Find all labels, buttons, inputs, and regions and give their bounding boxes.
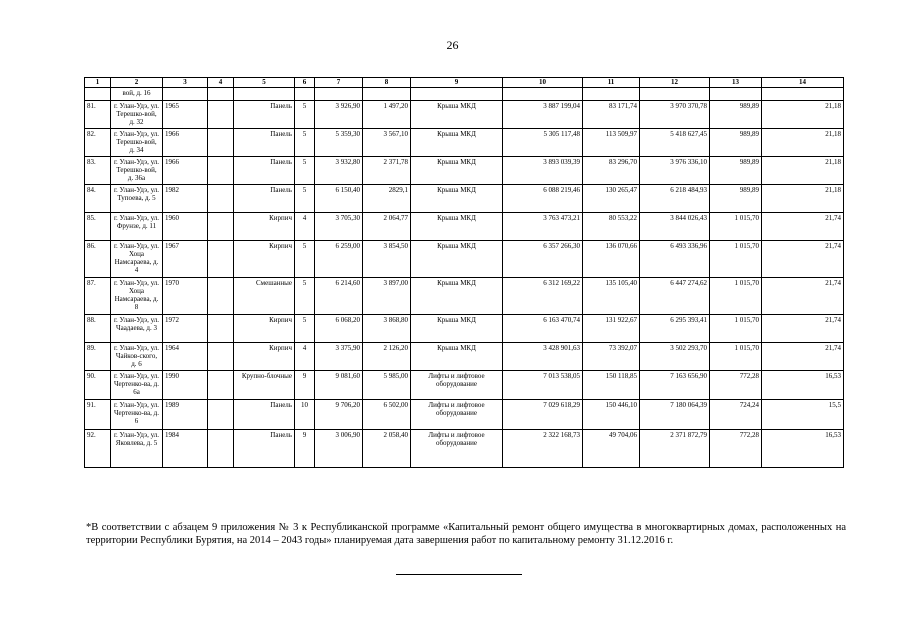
cell-floors: 5 [295, 129, 315, 157]
cell-c14: 21,74 [762, 315, 844, 343]
cell-year: 1966 [163, 157, 208, 185]
cell-addr: г. Улан-Удэ, ул. Чертенко-ва, д. 6а [111, 371, 163, 400]
col-header: 4 [208, 78, 234, 88]
table-row [85, 315, 844, 343]
cell-c7: 9 081,60 [315, 371, 363, 400]
col-header: 5 [234, 78, 295, 88]
cell-floors: 9 [295, 371, 315, 400]
cell-c11: 150 118,85 [583, 371, 640, 400]
cell-n: 86. [85, 241, 111, 278]
cell-c13: 724,24 [710, 400, 762, 430]
cell-c11: 131 922,67 [583, 315, 640, 343]
table-row [85, 278, 844, 315]
cell-n: 90. [85, 371, 111, 400]
table-body [85, 88, 844, 468]
table-row [85, 343, 844, 371]
cell-c12: 5 418 627,45 [640, 129, 710, 157]
cell-addr: г. Улан-Удэ, ул. Чаадаева, д. 3 [111, 315, 163, 343]
cell-c8: 3 868,80 [363, 315, 411, 343]
cell-c7: 6 068,20 [315, 315, 363, 343]
cell-c12: 3 502 293,70 [640, 343, 710, 371]
col-header: 7 [315, 78, 363, 88]
cell-n: 81. [85, 101, 111, 129]
cell-c10: 3 887 199,04 [503, 101, 583, 129]
cell-floors: 5 [295, 101, 315, 129]
cell-c8: 2 126,20 [363, 343, 411, 371]
cell-c13: 989,89 [710, 129, 762, 157]
cell-c13: 989,89 [710, 157, 762, 185]
cell-addr: г. Улан-Удэ, ул. Тупоева, д. 5 [111, 185, 163, 213]
footnote-rule [396, 574, 522, 575]
table-row [85, 400, 844, 430]
cell-c12: 3 976 336,10 [640, 157, 710, 185]
cell-c7: 6 214,60 [315, 278, 363, 315]
cell-material: Панель [234, 129, 295, 157]
cell-year: 1972 [163, 315, 208, 343]
cell-n: 83. [85, 157, 111, 185]
cell-c11: 150 446,10 [583, 400, 640, 430]
table-row [85, 185, 844, 213]
cell-floors: 5 [295, 241, 315, 278]
cell-work: Крыша МКД [411, 241, 503, 278]
cell-c4 [208, 213, 234, 241]
cell-year: 1984 [163, 430, 208, 468]
cell-material: Кирпич [234, 213, 295, 241]
cell-work: Крыша МКД [411, 157, 503, 185]
col-header: 10 [503, 78, 583, 88]
cell-c13: 989,89 [710, 101, 762, 129]
cell-c11: 49 704,06 [583, 430, 640, 468]
cell-c13: 772,28 [710, 430, 762, 468]
cell-c8: 3 897,00 [363, 278, 411, 315]
cell-c13: 1 015,70 [710, 241, 762, 278]
cell-material: Панель [234, 430, 295, 468]
cell-c10: 6 163 470,74 [503, 315, 583, 343]
cell-material: Кирпич [234, 343, 295, 371]
page-number: 26 [446, 38, 459, 52]
continuation-cell: вой, д. 16 [111, 88, 163, 101]
cell-work: Крыша МКД [411, 213, 503, 241]
cell-c12: 6 447 274,62 [640, 278, 710, 315]
cell-year: 1964 [163, 343, 208, 371]
cell-c10: 7 029 618,29 [503, 400, 583, 430]
cell-c7: 3 926,90 [315, 101, 363, 129]
cell-c11: 136 070,66 [583, 241, 640, 278]
cell-c8: 1 497,20 [363, 101, 411, 129]
cell-c4 [208, 278, 234, 315]
cell-c12: 3 970 370,78 [640, 101, 710, 129]
cell-c14: 21,74 [762, 343, 844, 371]
cell-c13: 1 015,70 [710, 278, 762, 315]
cell-year: 1970 [163, 278, 208, 315]
cell-material: Кирпич [234, 241, 295, 278]
cell-c10: 7 013 538,05 [503, 371, 583, 400]
cell-material: Крупно-блочные [234, 371, 295, 400]
cell-c10: 5 305 117,48 [503, 129, 583, 157]
cell-c4 [208, 157, 234, 185]
cell-c13: 1 015,70 [710, 213, 762, 241]
cell-addr: г. Улан-Удэ, ул. Чайков-ского, д. 6 [111, 343, 163, 371]
cell-c14: 21,18 [762, 101, 844, 129]
cell-c14: 21,74 [762, 241, 844, 278]
cell-material: Панель [234, 185, 295, 213]
cell-c12: 7 163 656,90 [640, 371, 710, 400]
cell-material: Смешанные [234, 278, 295, 315]
header-row [85, 78, 844, 88]
cell-work: Крыша МКД [411, 343, 503, 371]
cell-n: 82. [85, 129, 111, 157]
cell-year: 1982 [163, 185, 208, 213]
cell-c11: 83 171,74 [583, 101, 640, 129]
footnote: *В соответствии с абзацем 9 приложения № 3 к Республиканской программе «Капитальный ремонт общего имущества в многоквартирных домах, расположенных на территории Республики Бурятия, на 2014 – 2043 годы» планируемая дата завершения работ по капитальному ремонту 31.12.2016 г. [86, 522, 846, 546]
cell-work: Крыша МКД [411, 278, 503, 315]
cell-material: Панель [234, 400, 295, 430]
cell-c4 [208, 101, 234, 129]
cell-c14: 21,18 [762, 129, 844, 157]
table-row [85, 241, 844, 278]
cell-c11: 80 553,22 [583, 213, 640, 241]
cell-c11: 83 296,70 [583, 157, 640, 185]
cell-work: Крыша МКД [411, 315, 503, 343]
housing-repair-table [84, 77, 844, 468]
cell-c7: 3 375,90 [315, 343, 363, 371]
cell-floors: 4 [295, 213, 315, 241]
cell-c11: 73 392,07 [583, 343, 640, 371]
cell-c12: 2 371 872,79 [640, 430, 710, 468]
cell-c4 [208, 241, 234, 278]
cell-c7: 3 705,30 [315, 213, 363, 241]
cell-c10: 3 763 473,21 [503, 213, 583, 241]
cell-work: Крыша МКД [411, 185, 503, 213]
col-header: 6 [295, 78, 315, 88]
cell-work: Крыша МКД [411, 129, 503, 157]
cell-addr: г. Улан-Удэ, ул. Фрунзе, д. 11 [111, 213, 163, 241]
cell-c7: 5 359,30 [315, 129, 363, 157]
cell-c10: 6 088 219,46 [503, 185, 583, 213]
col-header: 13 [710, 78, 762, 88]
cell-c14: 21,74 [762, 278, 844, 315]
cell-c12: 7 180 064,39 [640, 400, 710, 430]
cell-work: Лифты и лифтовое оборудование [411, 400, 503, 430]
table-row [85, 157, 844, 185]
cell-addr: г. Улан-Удэ, ул. Хоца Намсараева, д. 4 [111, 241, 163, 278]
cell-year: 1989 [163, 400, 208, 430]
cell-c8: 2 371,78 [363, 157, 411, 185]
cell-work: Лифты и лифтовое оборудование [411, 430, 503, 468]
cell-year: 1965 [163, 101, 208, 129]
cell-c7: 6 259,00 [315, 241, 363, 278]
cell-n: 89. [85, 343, 111, 371]
cell-c14: 16,53 [762, 430, 844, 468]
cell-c7: 9 706,20 [315, 400, 363, 430]
cell-c13: 772,28 [710, 371, 762, 400]
cell-floors: 5 [295, 185, 315, 213]
cell-c4 [208, 343, 234, 371]
table-row [85, 371, 844, 400]
cell-c12: 6 295 393,41 [640, 315, 710, 343]
cell-c14: 21,18 [762, 157, 844, 185]
cell-c4 [208, 129, 234, 157]
cell-c7: 3 006,90 [315, 430, 363, 468]
cell-work: Крыша МКД [411, 101, 503, 129]
cell-floors: 5 [295, 157, 315, 185]
cell-floors: 5 [295, 278, 315, 315]
cell-addr: г. Улан-Удэ, ул. Терешко-вой, д. 34 [111, 129, 163, 157]
col-header: 2 [111, 78, 163, 88]
cell-c12: 3 844 026,43 [640, 213, 710, 241]
cell-work: Лифты и лифтовое оборудование [411, 371, 503, 400]
cell-material: Панель [234, 157, 295, 185]
cell-n: 92. [85, 430, 111, 468]
cell-c13: 1 015,70 [710, 315, 762, 343]
col-header: 3 [163, 78, 208, 88]
cell-c4 [208, 430, 234, 468]
cell-year: 1967 [163, 241, 208, 278]
cell-c4 [208, 371, 234, 400]
cell-c13: 1 015,70 [710, 343, 762, 371]
col-header: 1 [85, 78, 111, 88]
cell-addr: г. Улан-Удэ, ул. Яковлева, д. 5 [111, 430, 163, 468]
cell-addr: г. Улан-Удэ, ул. Терешко-вой, д. 32 [111, 101, 163, 129]
cell-addr: г. Улан-Удэ, ул. Чертенко-ва, д. 6 [111, 400, 163, 430]
col-header: 14 [762, 78, 844, 88]
cell-c10: 3 428 901,63 [503, 343, 583, 371]
col-header: 12 [640, 78, 710, 88]
table-row [85, 213, 844, 241]
continuation-row [85, 88, 844, 101]
cell-c8: 2 064,77 [363, 213, 411, 241]
cell-c11: 135 105,40 [583, 278, 640, 315]
table-row [85, 101, 844, 129]
cell-addr: г. Улан-Удэ, ул. Хоца Намсараева, д. 8 [111, 278, 163, 315]
cell-c8: 5 985,00 [363, 371, 411, 400]
cell-n: 85. [85, 213, 111, 241]
cell-n: 87. [85, 278, 111, 315]
col-header: 9 [411, 78, 503, 88]
cell-c7: 3 932,80 [315, 157, 363, 185]
cell-year: 1990 [163, 371, 208, 400]
cell-floors: 9 [295, 430, 315, 468]
cell-floors: 4 [295, 343, 315, 371]
cell-c4 [208, 400, 234, 430]
table-row [85, 129, 844, 157]
cell-c11: 130 265,47 [583, 185, 640, 213]
cell-c13: 989,89 [710, 185, 762, 213]
cell-c14: 15,5 [762, 400, 844, 430]
cell-n: 84. [85, 185, 111, 213]
cell-material: Кирпич [234, 315, 295, 343]
cell-n: 88. [85, 315, 111, 343]
cell-year: 1960 [163, 213, 208, 241]
cell-material: Панель [234, 101, 295, 129]
cell-c8: 3 854,50 [363, 241, 411, 278]
table-row [85, 430, 844, 468]
cell-c14: 16,53 [762, 371, 844, 400]
cell-c11: 113 509,97 [583, 129, 640, 157]
cell-floors: 10 [295, 400, 315, 430]
col-header: 11 [583, 78, 640, 88]
cell-c10: 2 322 168,73 [503, 430, 583, 468]
cell-addr: г. Улан-Удэ, ул. Терешко-вой, д. 36а [111, 157, 163, 185]
cell-year: 1966 [163, 129, 208, 157]
cell-floors: 5 [295, 315, 315, 343]
cell-c4 [208, 185, 234, 213]
cell-n: 91. [85, 400, 111, 430]
cell-c14: 21,74 [762, 213, 844, 241]
cell-c4 [208, 315, 234, 343]
cell-c14: 21,18 [762, 185, 844, 213]
cell-c12: 6 493 336,96 [640, 241, 710, 278]
cell-c8: 2829,1 [363, 185, 411, 213]
cell-c7: 6 150,40 [315, 185, 363, 213]
cell-c10: 6 312 169,22 [503, 278, 583, 315]
cell-c10: 3 893 039,39 [503, 157, 583, 185]
col-header: 8 [363, 78, 411, 88]
cell-c8: 6 502,00 [363, 400, 411, 430]
cell-c12: 6 218 484,93 [640, 185, 710, 213]
cell-c8: 2 058,40 [363, 430, 411, 468]
cell-c10: 6 357 266,30 [503, 241, 583, 278]
cell-c8: 3 567,10 [363, 129, 411, 157]
